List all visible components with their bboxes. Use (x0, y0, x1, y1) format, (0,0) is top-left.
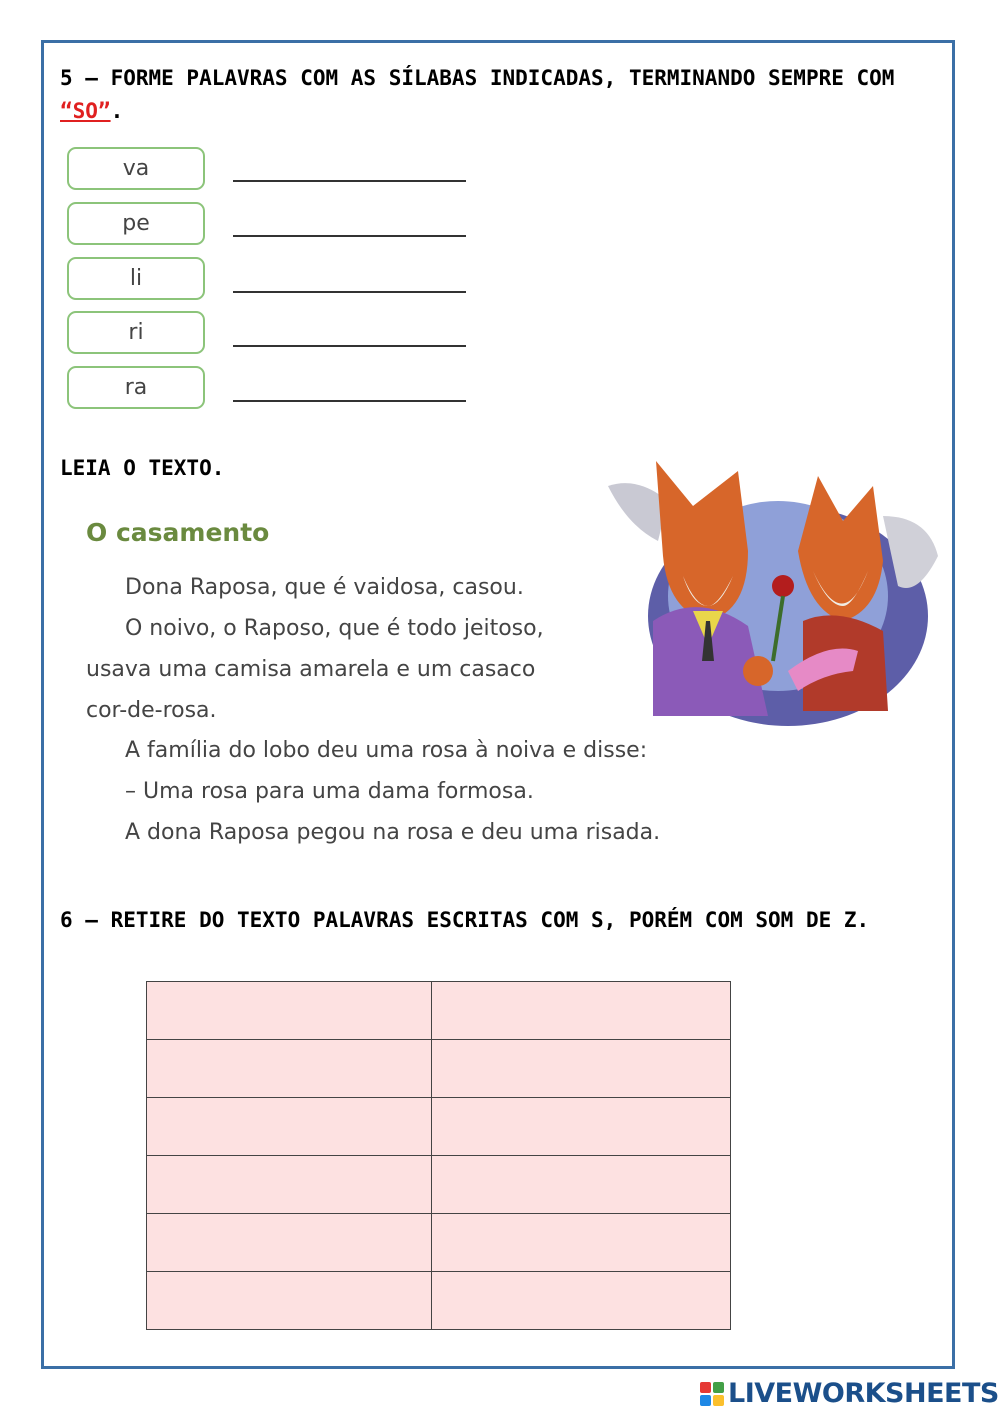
answer-cell[interactable] (147, 982, 432, 1040)
story-line: cor-de-rosa. (86, 698, 217, 723)
story-line: usava uma camisa amarela e um casaco (86, 657, 536, 682)
answer-cell[interactable] (432, 1040, 731, 1098)
reading-instruction: LEIA O TEXTO. (60, 456, 225, 480)
question-6-prompt: 6 – RETIRE DO TEXTO PALAVRAS ESCRITAS COM S, PORÉM COM SOM DE Z. (60, 908, 870, 932)
table-row (147, 982, 731, 1040)
answer-cell[interactable] (147, 1040, 432, 1098)
liveworksheets-logo-icon (700, 1382, 724, 1406)
table-row (147, 1156, 731, 1214)
answer-cell[interactable] (432, 1272, 731, 1330)
answer-cell[interactable] (147, 1272, 432, 1330)
table-row (147, 1098, 731, 1156)
answer-line-va[interactable] (233, 180, 466, 182)
question-5-suffix: . (110, 99, 124, 123)
story-line: – Uma rosa para uma dama formosa. (125, 779, 534, 804)
answer-cell[interactable] (432, 1098, 731, 1156)
question-5-highlight: “SO” (60, 99, 111, 123)
answer-cell[interactable] (147, 1214, 432, 1272)
answer-table (146, 981, 731, 1330)
table-row (147, 1214, 731, 1272)
answer-cell[interactable] (432, 1214, 731, 1272)
syllable-box-ra: ra (67, 366, 205, 409)
liveworksheets-brand[interactable] (700, 1378, 999, 1409)
answer-line-ra[interactable] (233, 400, 466, 402)
table-row (147, 1272, 731, 1330)
answer-line-pe[interactable] (233, 235, 466, 237)
answer-line-ri[interactable] (233, 345, 466, 347)
story-line: A família do lobo deu uma rosa à noiva e disse: (125, 738, 648, 763)
story-line: A dona Raposa pegou na rosa e deu uma risada. (125, 820, 661, 845)
syllable-box-li: li (67, 257, 205, 300)
syllable-box-va: va (67, 147, 205, 190)
answer-cell[interactable] (147, 1156, 432, 1214)
syllable-box-pe: pe (67, 202, 205, 245)
story-line: Dona Raposa, que é vaidosa, casou. (125, 575, 524, 600)
table-row (147, 1040, 731, 1098)
brand-name: LIVEWORKSHEETS (728, 1378, 999, 1409)
answer-cell[interactable] (432, 1156, 731, 1214)
answer-line-li[interactable] (233, 291, 466, 293)
story-title: O casamento (86, 518, 270, 547)
question-5-prompt (60, 62, 940, 128)
fox-couple-illustration (598, 446, 943, 731)
syllable-box-ri: ri (67, 311, 205, 354)
question-5-text: 5 – FORME PALAVRAS COM AS SÍLABAS INDICADAS, TERMINANDO SEMPRE COM (60, 66, 895, 90)
answer-cell[interactable] (147, 1098, 432, 1156)
answer-cell[interactable] (432, 982, 731, 1040)
story-line: O noivo, o Raposo, que é todo jeitoso, (125, 616, 544, 641)
